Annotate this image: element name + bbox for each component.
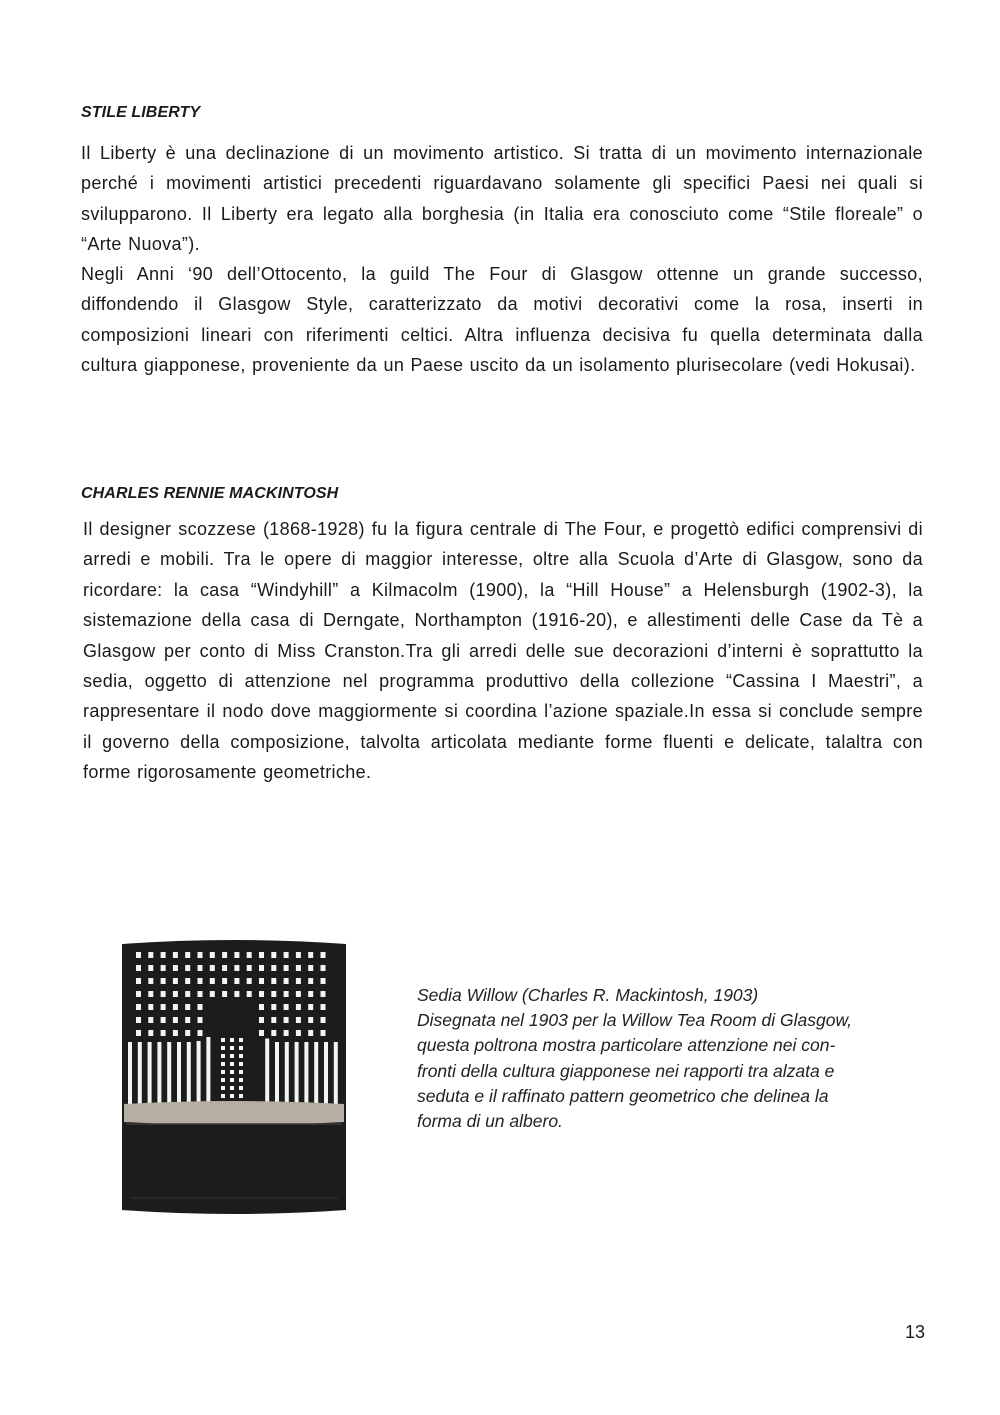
caption-title: Sedia Willow (Charles R. Mackintosh, 1903) [417, 985, 759, 1005]
page-number: 13 [904, 1322, 925, 1342]
caption-line: fronti della cultura giapponese nei rapporti tra alzata e [417, 1060, 835, 1081]
figure-caption [417, 983, 917, 1134]
paragraph-mackintosh-bio: Il designer scozzese (1868-1928) fu la figura centrale di The Four, e progettò edifici comprensivi di arredi e mobili. Tra le opere di maggior interesse, oltre alla Scuola d’Arte di Glasgow, sono da ricordare: la casa “Windyhill” a Kilmacolm (1900), la “Hill House” a Helensburgh (1902-3), la sistemazione della casa di Derngate, Northampton (1916-20), e allestimenti delle Case da Tè a Glasgow per conto di Miss Cranston.Tra gli arredi delle sue decorazioni d’interni è soprattutto la sedia, oggetto di attenzione nel programma produttivo della collezione “Cassina I Maestri”, a rappresentare il nodo dove maggiormente si coordina l’azione spaziale.In essa si conclude sempre il governo della composizione, talvolta articolata mediante forme fluenti e delicate, talaltra con forme rigorosamente geometriche. [83, 519, 923, 783]
willow-chair-image [118, 938, 350, 1216]
caption-line: forma di un albero. [417, 1111, 563, 1132]
section-heading-stile-liberty: STILE LIBERTY [81, 104, 201, 121]
section-heading-mackintosh: CHARLES RENNIE MACKINTOSH [81, 485, 339, 502]
caption-line: Disegnata nel 1903 per la Willow Tea Room di Glasgow, [417, 1010, 852, 1031]
paragraph-glasgow-four: Negli Anni ‘90 dell’Ottocento, la guild The Four di Glasgow ottenne un grande successo, diffondendo il Glasgow Style, caratterizzato da motivi decorativi come la rosa, inserti in composizioni lineari con riferimenti celtici. Altra influenza decisiva fu quella determinata dalla cultura giapponese, proveniente da un Paese uscito da un isolamento plurisecolare (vedi Hokusai). [81, 264, 923, 376]
paragraph-liberty-intro: Il Liberty è una declinazione di un movimento artistico. Si tratta di un movimento internazionale perché i movimenti artistici precedenti riguardavano solamente gli specifici Paesi nei quali si svilupparono. Il Liberty era legato alla borghesia (in Italia era conosciuto come “Stile floreale” o “Arte Nuova”). [81, 143, 923, 255]
caption-line: questa poltrona mostra particolare attenzione nei con- [417, 1035, 836, 1056]
caption-line: seduta e il raffinato pattern geometrico che delinea la [417, 1085, 829, 1106]
